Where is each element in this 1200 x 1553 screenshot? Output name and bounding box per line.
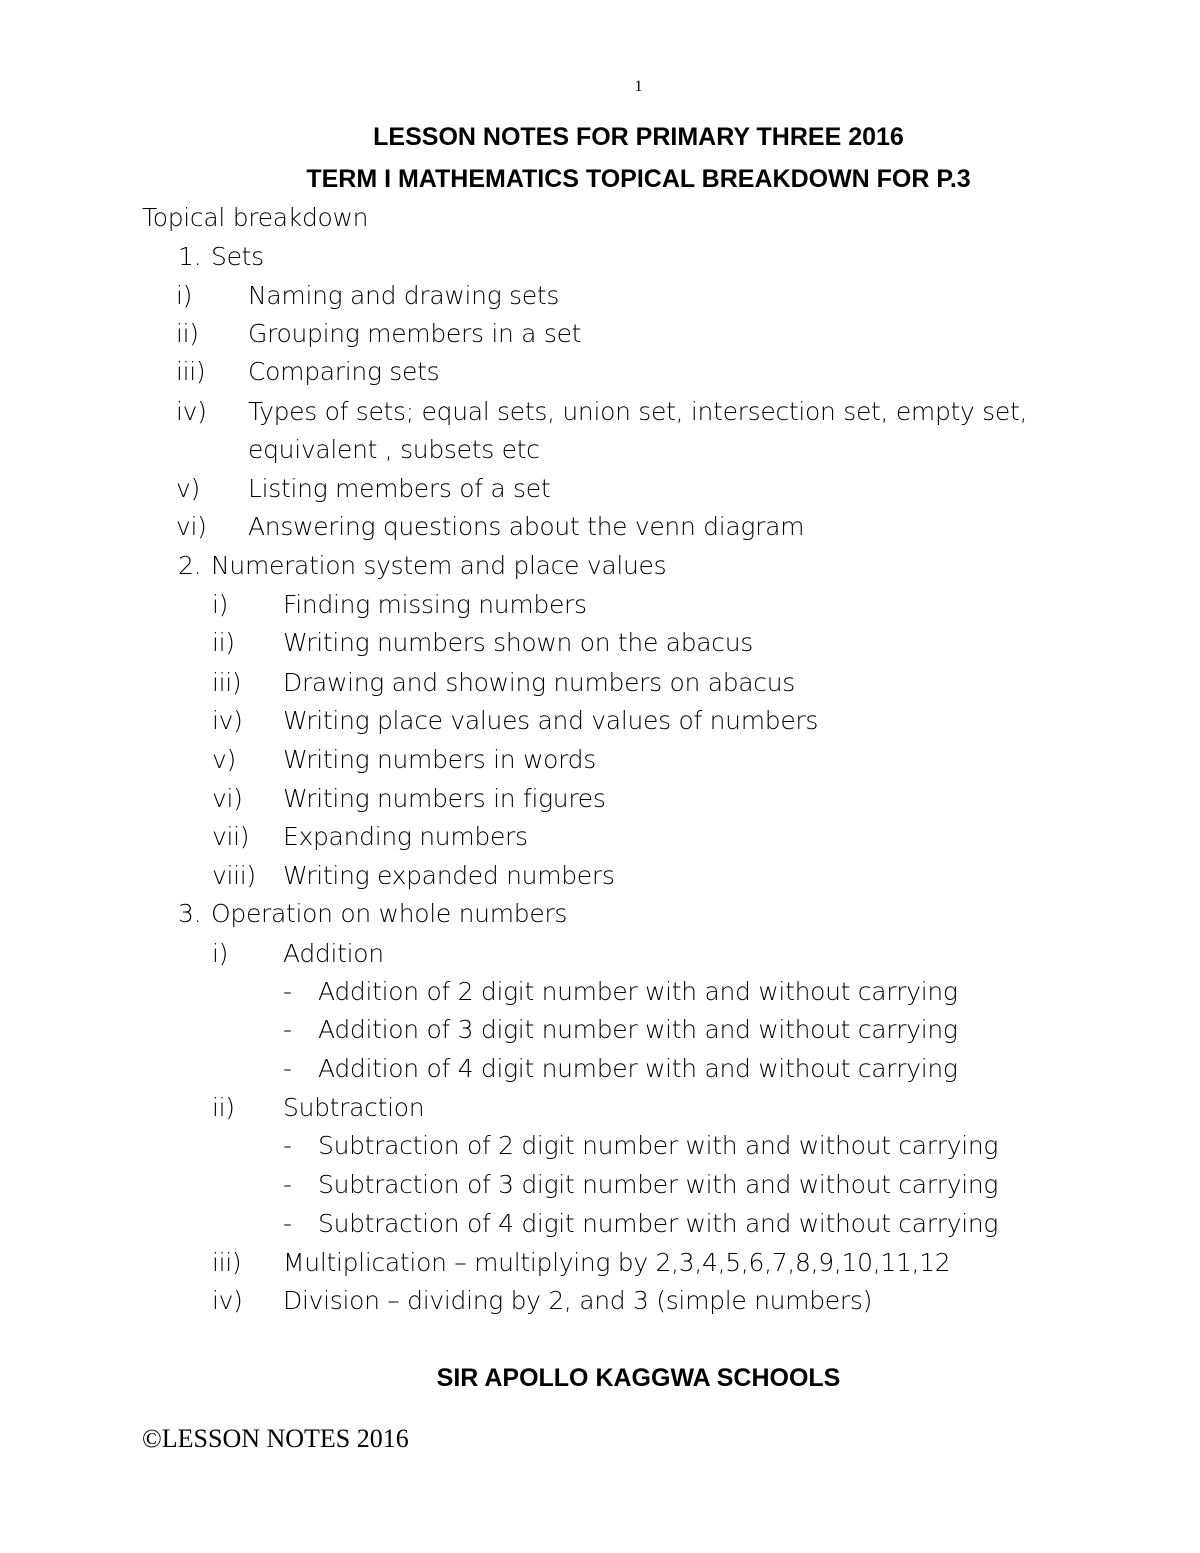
list-marker: i) — [212, 939, 229, 968]
list-item: Naming and drawing sets — [248, 281, 560, 310]
sub-item: Addition of 3 digit number with and without carrying — [318, 1015, 958, 1044]
list-marker: iii) — [176, 357, 206, 386]
sub-item-dash: - — [283, 1170, 292, 1199]
list-item: Finding missing numbers — [283, 590, 587, 619]
list-marker: ii) — [212, 1093, 235, 1122]
list-item: Writing place values and values of numbers — [283, 706, 819, 735]
sub-item-dash: - — [283, 1054, 292, 1083]
list-marker: iv) — [212, 706, 243, 735]
list-item: Listing members of a set — [248, 474, 551, 503]
sub-item: Subtraction of 4 digit number with and without carrying — [318, 1209, 999, 1238]
topic-title: Numeration system and place values — [211, 551, 667, 580]
topic-number: 2. — [178, 551, 202, 580]
list-marker: iii) — [212, 1248, 242, 1277]
list-item: Comparing sets — [248, 357, 440, 386]
topic-title: Sets — [211, 242, 264, 271]
page-number: 1 — [634, 78, 643, 95]
sub-item-dash: - — [283, 1131, 292, 1160]
list-marker: vii) — [212, 822, 250, 851]
list-item: Addition — [283, 939, 384, 968]
sub-item-dash: - — [283, 977, 292, 1006]
list-item: Drawing and showing numbers on abacus — [283, 668, 796, 697]
sub-item: Subtraction of 3 digit number with and without carrying — [318, 1170, 999, 1199]
intro-heading: Topical breakdown — [142, 203, 369, 232]
list-marker: iv) — [212, 1286, 243, 1315]
list-item: Multiplication – multiplying by 2,3,4,5,6,7,8,9,10,11,12 — [283, 1248, 951, 1277]
sub-item: Addition of 2 digit number with and without carrying — [318, 977, 958, 1006]
school-name: SIR APOLLO KAGGWA SCHOOLS — [436, 1364, 841, 1392]
list-item: Subtraction — [283, 1093, 425, 1122]
list-marker: ii) — [176, 319, 199, 348]
list-item: Types of sets; equal sets, union set, intersection set, empty set, — [248, 397, 1028, 426]
list-item: Writing numbers shown on the abacus — [283, 628, 753, 657]
list-marker: iv) — [176, 397, 207, 426]
list-marker: viii) — [212, 861, 256, 890]
list-marker: vi) — [176, 512, 207, 541]
list-marker: i) — [212, 590, 229, 619]
list-item-continuation: equivalent , subsets etc — [248, 435, 540, 464]
list-marker: iii) — [212, 668, 242, 697]
list-marker: v) — [176, 474, 200, 503]
sub-item: Addition of 4 digit number with and without carrying — [318, 1054, 958, 1083]
list-item: Writing numbers in words — [283, 745, 596, 774]
sub-item: Subtraction of 2 digit number with and without carrying — [318, 1131, 999, 1160]
sub-item-dash: - — [283, 1015, 292, 1044]
topic-title: Operation on whole numbers — [211, 899, 568, 928]
list-marker: ii) — [212, 628, 235, 657]
sub-item-dash: - — [283, 1209, 292, 1238]
list-item: Writing expanded numbers — [283, 861, 615, 890]
list-item: Expanding numbers — [283, 822, 528, 851]
list-item: Grouping members in a set — [248, 319, 582, 348]
page-subtitle: TERM I MATHEMATICS TOPICAL BREAKDOWN FOR P.3 — [306, 165, 971, 193]
footer-copyright: ©LESSON NOTES 2016 — [142, 1424, 409, 1453]
list-marker: i) — [176, 281, 193, 310]
topic-number: 3. — [178, 899, 202, 928]
list-item: Answering questions about the venn diagram — [248, 512, 805, 541]
page-title: LESSON NOTES FOR PRIMARY THREE 2016 — [373, 123, 904, 151]
topic-number: 1. — [178, 242, 202, 271]
list-marker: v) — [212, 745, 236, 774]
list-item: Writing numbers in figures — [283, 784, 606, 813]
list-marker: vi) — [212, 784, 243, 813]
list-item: Division – dividing by 2, and 3 (simple numbers) — [283, 1286, 873, 1315]
